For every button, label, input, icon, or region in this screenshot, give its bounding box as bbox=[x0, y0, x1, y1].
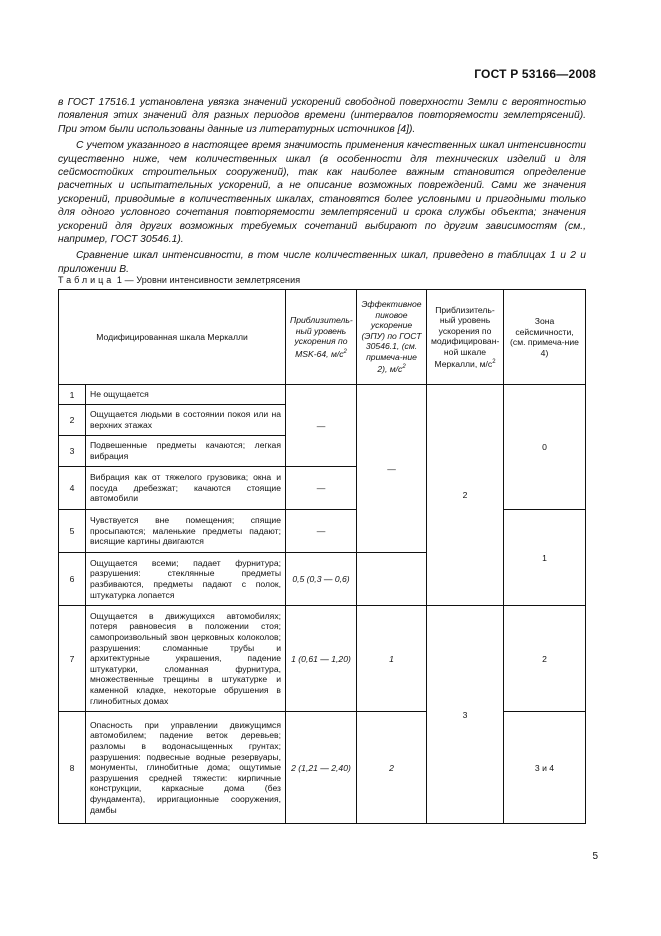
row-number: 5 bbox=[59, 510, 86, 553]
zone-rows-5-6: 1 bbox=[504, 510, 586, 606]
row-number: 7 bbox=[59, 606, 86, 712]
zone-row-7: 2 bbox=[504, 606, 586, 712]
table-caption-number: 1 bbox=[116, 275, 123, 285]
paragraph-1: в ГОСТ 17516.1 установлена увязка значений ускорений свободной поверхности Земли с вероятностью появления этих значений для разных периодов времени (интервалов повторяемости землетрясений). При этом были использованы данные из литературных источников [4]). bbox=[58, 97, 586, 135]
row-description: Не ощущается bbox=[86, 385, 286, 405]
msk-row-8: 2 (1,21 — 2,40) bbox=[286, 712, 357, 824]
epu-row-6-blank bbox=[357, 553, 427, 606]
table-caption bbox=[58, 275, 300, 285]
header-approx-mercalli bbox=[427, 290, 504, 385]
header-approx-text: Приблизитель-ный уровень ускорения по модифицирован-ной шкале Меркалли, м/с bbox=[431, 304, 500, 369]
header-msk-power: 2 bbox=[343, 348, 347, 355]
header-msk-text: Приблизитель-ный уровень ускорения по MSK-64, м/с bbox=[290, 315, 353, 359]
header-msk bbox=[286, 290, 357, 385]
msk-row-4: — bbox=[286, 467, 357, 510]
row-number: 4 bbox=[59, 467, 86, 510]
header-epu-text: Эффективное пиковое ускорение (ЭПУ) по ГОСТ 30546.1, (см. примеча-ние 2), м/с bbox=[361, 299, 422, 375]
row-description: Чувствуется вне помещения; спящие просыпаются; маленькие предметы падают; висящие картины двигаются bbox=[86, 510, 286, 553]
header-approx-power: 2 bbox=[492, 359, 496, 366]
document-code: ГОСТ Р 53166—2008 bbox=[474, 67, 596, 81]
row-number: 2 bbox=[59, 405, 86, 436]
row-number: 3 bbox=[59, 436, 86, 467]
header-epu-power: 2 bbox=[402, 364, 406, 371]
row-description: Вибрация как от тяжелого грузовика; окна и посуда дребезжат; качаются стоящие автомобили bbox=[86, 467, 286, 510]
row-description: Ощущается в движущихся автомобилях; потеря равновесия в положении стоя; самопроизвольный звон церковных колоколов; разрушения: сломанные трубы и архитектурные украшения, падение штукатурки, сломанная фурнитура, множественные трещины в штукатурке и каменной кладке, некоторые обрушения в глинобитных домах bbox=[86, 606, 286, 712]
msk-row-5: — bbox=[286, 510, 357, 553]
row-description: Подвешенные предметы качаются; легкая вибрация bbox=[86, 436, 286, 467]
row-description: Ощущается людьми в состоянии покоя или на верхних этажах bbox=[86, 405, 286, 436]
row-number: 8 bbox=[59, 712, 86, 824]
table-row bbox=[59, 385, 586, 405]
table-header-row bbox=[59, 290, 586, 385]
header-mercalli: Модифицированная шкала Меркалли bbox=[59, 290, 286, 385]
page-number: 5 bbox=[592, 851, 598, 862]
row-number: 1 bbox=[59, 385, 86, 405]
table-caption-prefix: Таблица bbox=[58, 275, 115, 285]
table-row bbox=[59, 606, 586, 712]
approx-rows-1-6: 2 bbox=[427, 385, 504, 606]
header-zone: Зона сейсмичности, (см. примеча-ние 4) bbox=[504, 290, 586, 385]
epu-rows-1-6: — bbox=[357, 385, 427, 553]
msk-rows-1-3: — bbox=[286, 385, 357, 467]
msk-row-7: 1 (0,61 — 1,20) bbox=[286, 606, 357, 712]
body-text bbox=[58, 96, 586, 276]
zone-rows-1-4: 0 bbox=[504, 385, 586, 510]
table-row bbox=[59, 510, 586, 553]
table-row bbox=[59, 712, 586, 824]
header-epu bbox=[357, 290, 427, 385]
row-description: Ощущается всеми; падает фурнитура; разрушения: стеклянные предметы разбиваются, предметы падают с полок, штукатурка лопается bbox=[86, 553, 286, 606]
epu-row-8: 2 bbox=[357, 712, 427, 824]
epu-row-7: 1 bbox=[357, 606, 427, 712]
intensity-table bbox=[58, 289, 586, 824]
approx-rows-7-8: 3 bbox=[427, 606, 504, 824]
paragraph-3: Сравнение шкал интенсивности, в том числе количественных шкал, приведено в таблицах 1 и 2 и приложении В. bbox=[58, 250, 586, 275]
row-number: 6 bbox=[59, 553, 86, 606]
msk-row-6: 0,5 (0,3 — 0,6) bbox=[286, 553, 357, 606]
paragraph-2: С учетом указанного в настоящее время значимость применения качественных шкал интенсивности существенно ниже, чем количественных шкал (в особенности для технических изделий и для сейсмостойких строительных сооружений), так как наиболее важным становится определение расчетных и испытательных ускорений, а не описание возможных повреждений. Сами же значения ускорений, приводимые в количественных шкалах, становятся более условными и пригодными только для одного условного сочетания повторяемости землетрясений и срока службы объекта; значения ускорений для других возможных требуемых сочетаний выбирают по другим зависимостям (см., например, ГОСТ 30546.1). bbox=[58, 140, 586, 246]
row-description: Опасность при управлении движущимся автомобилем; падение веток деревьев; разломы в водонасыщенных грунтах; разрушения: подвесные водные резервуары, монументы, глинобитные дома; ощутимые разрушения средней тяжести: кирпичные конструкции, каркасные дома (без фундамента), ирригационные сооружения, дамбы bbox=[86, 712, 286, 824]
table-caption-title: — Уровни интенсивности землетрясения bbox=[124, 275, 301, 285]
zone-row-8: 3 и 4 bbox=[504, 712, 586, 824]
